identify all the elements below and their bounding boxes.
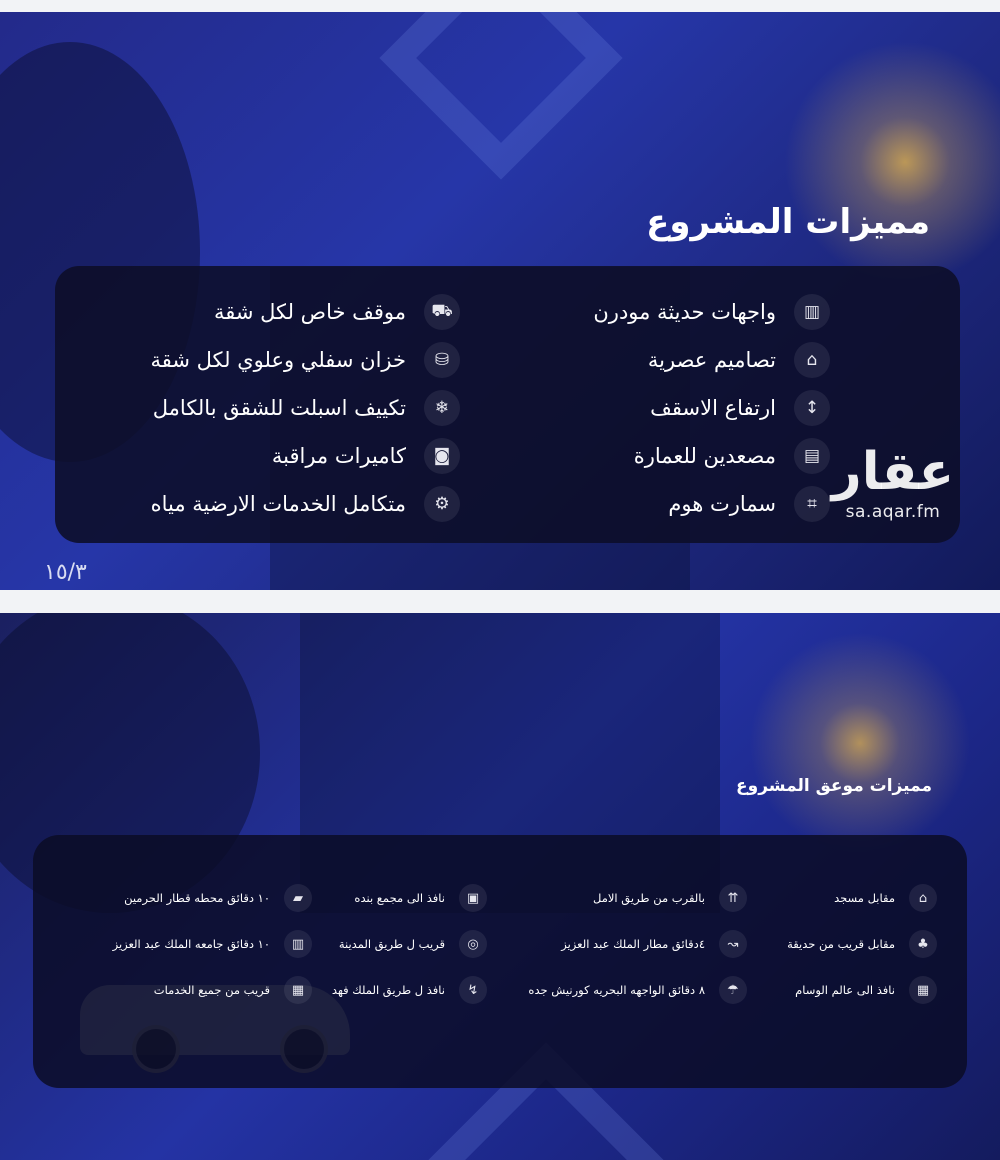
smart-home-icon: ⌗ (794, 486, 830, 522)
location-label: قريب ل طريق المدينة (338, 937, 445, 951)
feature-item (100, 432, 460, 480)
location-item (332, 967, 487, 1013)
train-icon: ▰ (284, 884, 312, 912)
location-item (113, 967, 312, 1013)
feature-label: متكامل الخدمات الارضية مياه (150, 492, 406, 516)
feature-item (100, 384, 460, 432)
feature-item (470, 288, 830, 336)
location-item (332, 875, 487, 921)
location-item (113, 875, 312, 921)
feature-label: خزان سفلي وعلوي لكل شقة (150, 348, 406, 372)
location-slide (0, 613, 1000, 1160)
location-label: ١٠ دقائق جامعه الملك عبد العزيز (112, 937, 270, 951)
beach-icon: ☂ (719, 976, 747, 1004)
location-label: بالقرب من طريق الامل (593, 891, 705, 905)
route-icon: ◎ (459, 930, 487, 958)
feature-item (100, 336, 460, 384)
location-label: قريب من جميع الخدمات (153, 983, 270, 997)
location-item (528, 921, 747, 967)
feature-item (100, 288, 460, 336)
features-column-right (470, 288, 830, 528)
feature-label: موقف خاص لكل شقة (213, 300, 406, 324)
road-curve-icon: ↝ (719, 930, 747, 958)
university-icon: ▥ (284, 930, 312, 958)
location-column-4 (113, 875, 312, 1013)
watermark-url: sa.aqar.fm (845, 502, 941, 522)
slide-title: مميزات موعق المشروع (736, 776, 932, 796)
location-label: ٤دقائق مطار الملك عبد العزيز (561, 937, 705, 951)
water-tank-icon: ⛁ (424, 342, 460, 378)
location-item (787, 875, 937, 921)
mosque-icon: ⌂ (909, 884, 937, 912)
location-item (332, 921, 487, 967)
features-slide (0, 12, 1000, 590)
park-icon: ♣ (909, 930, 937, 958)
location-item (113, 921, 312, 967)
location-label: نافذ الى عالم الوسام (795, 983, 895, 997)
watermark (818, 442, 968, 522)
feature-label: تصاميم عصرية (647, 348, 776, 372)
feature-label: واجهات حديثة مودرن (593, 300, 776, 324)
feature-label: ارتفاع الاسقف (650, 396, 776, 420)
ceiling-height-icon: ↕ (794, 390, 830, 426)
feature-item (470, 480, 830, 528)
location-item (528, 875, 747, 921)
feature-label: سمارت هوم (668, 492, 776, 516)
location-column-1 (787, 875, 937, 1013)
location-panel (33, 835, 967, 1088)
building-facade-icon: ▥ (794, 294, 830, 330)
services-icon: ⚙ (424, 486, 460, 522)
features-column-left (100, 288, 460, 528)
services-grid-icon: ▦ (284, 976, 312, 1004)
location-label: نافذ ل طريق الملك فهد (331, 983, 445, 997)
location-label: نافذ الى مجمع بنده (354, 891, 445, 905)
feature-label: كاميرات مراقبة (271, 444, 406, 468)
sofa-icon: ⌂ (794, 342, 830, 378)
slide-title: مميزات المشروع (646, 202, 930, 242)
parking-cars-icon: ⛟ (424, 294, 460, 330)
landmark-icon: ▦ (909, 976, 937, 1004)
feature-item (470, 384, 830, 432)
feature-item (470, 432, 830, 480)
location-label: مقابل مسجد (834, 891, 895, 905)
feature-item (100, 480, 460, 528)
mall-icon: ▣ (459, 884, 487, 912)
feature-label: مصعدين للعمارة (633, 444, 776, 468)
location-column-3 (332, 875, 487, 1013)
location-column-2 (528, 875, 747, 1013)
location-label: ١٠ دقائق محطه قطار الحرمين (124, 891, 270, 905)
location-item (787, 967, 937, 1013)
air-conditioner-icon: ❄ (424, 390, 460, 426)
watermark-logo: عقار (831, 442, 955, 502)
location-item (528, 967, 747, 1013)
security-camera-icon: ◙ (424, 438, 460, 474)
feature-label: تكييف اسبلت للشقق بالكامل (152, 396, 406, 420)
page-number: ١٥/٣ (44, 560, 87, 585)
feature-item (470, 336, 830, 384)
road-icon: ⇈ (719, 884, 747, 912)
location-item (787, 921, 937, 967)
decorative-diamond (379, 12, 622, 180)
elevator-icon: ▤ (794, 438, 830, 474)
location-label: ٨ دقائق الواجهه البحريه كورنيش جده (528, 983, 705, 997)
location-label: مقابل قريب من حديقة (787, 937, 895, 951)
highway-icon: ↯ (459, 976, 487, 1004)
